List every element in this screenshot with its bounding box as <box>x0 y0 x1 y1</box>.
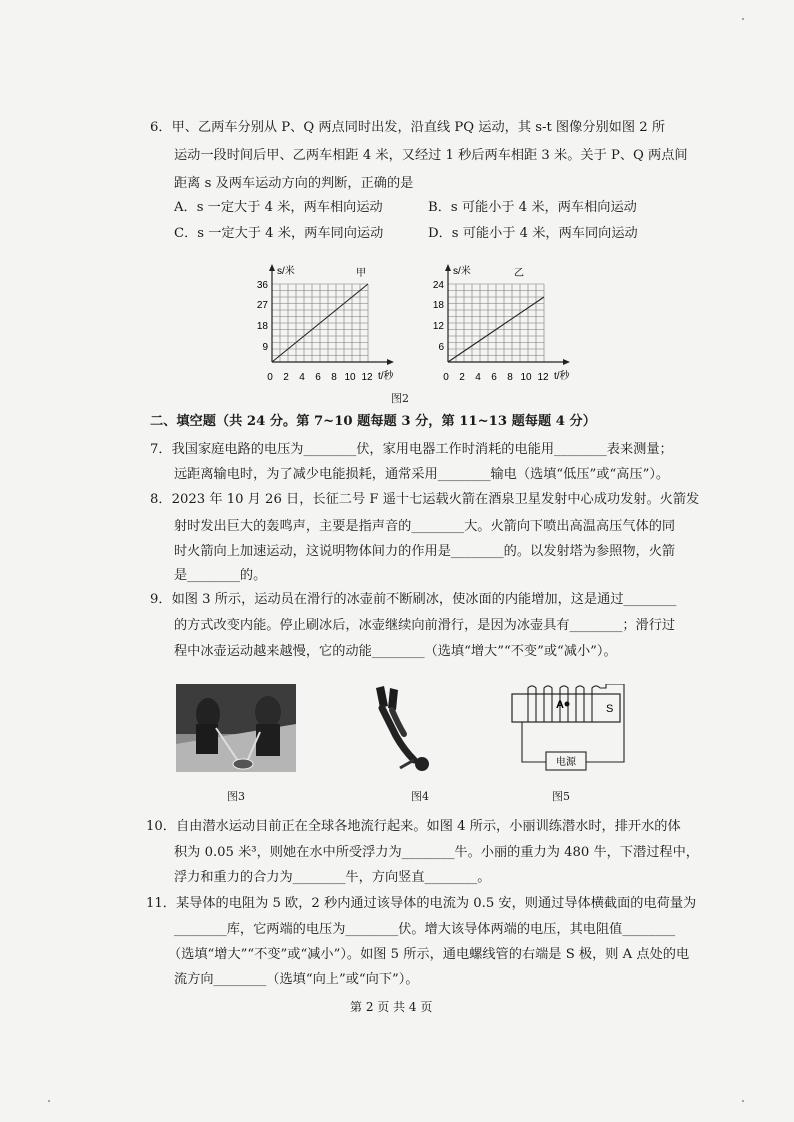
graph-yi-ytick: 18 <box>432 300 444 311</box>
scan-speck <box>742 1100 744 1102</box>
q6-option-c: C．s 一定大于 4 米，两车同向运动 <box>174 226 384 241</box>
graph-jia-xtick: 4 <box>299 372 305 383</box>
q10-line3: 浮力和重力的合力为________牛，方向竖直________。 <box>174 870 491 885</box>
q9-line2: 的方式改变内能。停止刷冰后，冰壶继续向前滑行，是因为冰壶具有________；滑行过 <box>174 618 676 633</box>
q10-line1: 10．自由潜水运动目前正在全球各地流行起来。如图 4 所示，小丽训练潜水时，排开水的体 <box>146 819 681 834</box>
figure-4-caption: 图4 <box>411 790 429 803</box>
graph-jia-y-arrow <box>269 264 275 271</box>
graph-yi-name: 乙 <box>514 268 524 279</box>
graph-yi-ytick: 24 <box>432 280 444 291</box>
graph-jia-xtick: 8 <box>331 372 337 383</box>
graph-yi-xtick: 10 <box>520 372 532 383</box>
page-footer: 第 2 页 共 4 页 <box>350 1000 433 1014</box>
figure-5-caption: 图5 <box>552 790 570 803</box>
graph-jia-ylabel: s/米 <box>277 266 295 277</box>
q7-line2: 远距离输电时，为了减少电能损耗，通常采用________输电（选填“低压”或“高压”）。 <box>174 467 670 482</box>
graph-yi-xtick: 0 <box>443 372 449 383</box>
point-a-label: A <box>556 699 564 711</box>
q11-line2: ________库，它两端的电压为________伏。增大该导体两端的电压，其电阻值________ <box>174 922 676 937</box>
q11-line3: （选填“增大”“不变”或“减小”）。如图 5 所示，通电螺线管的右端是 S 极，则 A 点处的电 <box>168 947 690 962</box>
graph-jia-xtick: 2 <box>283 372 289 383</box>
point-a-marker <box>565 702 570 707</box>
graph-jia-xtick: 6 <box>315 372 321 383</box>
graph-yi-grid <box>448 284 544 362</box>
figure-3-curling-photo <box>176 684 296 772</box>
q10-line2: 积为 0.05 米³，则她在水中所受浮力为________牛。小丽的重力为 480 牛，下潜过程中， <box>174 845 699 860</box>
q9-line3: 程中冰壶运动越来越慢，它的动能________（选填“增大”“不变”或“减小”）。 <box>174 644 617 659</box>
scan-speck <box>48 1100 50 1102</box>
figure-5-solenoid-circuit <box>500 684 630 774</box>
graph-jia-ytick: 27 <box>256 300 268 311</box>
graph-jia-ytick: 18 <box>256 321 268 332</box>
q6-option-d: D．s 可能小于 4 米，两车同向运动 <box>428 226 638 241</box>
graph-yi-xlabel: t/秒 <box>554 371 570 382</box>
q9-line1: 9．如图 3 所示，运动员在滑行的冰壶前不断刷冰，使冰面的内能增加，这是通过________ <box>150 592 677 607</box>
graph-yi-xtick: 4 <box>475 372 481 383</box>
q11-line4: 流方向________（选填“向上”或“向下”）。 <box>174 972 419 987</box>
graph-yi-ytick: 12 <box>432 321 444 332</box>
graph-yi-ytick: 6 <box>438 342 444 353</box>
figure-2-caption: 图2 <box>391 392 409 405</box>
power-source-label: 电源 <box>556 757 576 768</box>
figure-2-graphs <box>250 258 580 388</box>
graph-yi-xtick: 8 <box>507 372 513 383</box>
q8-line3: 时火箭向上加速运动，这说明物体间力的作用是________的。以发射塔为参照物，火箭 <box>174 544 676 559</box>
q6-option-a: A．s 一定大于 4 米，两车相向运动 <box>174 200 383 215</box>
section-2-heading: 二、填空题（共 24 分。第 7~10 题每题 3 分，第 11~13 题每题 4 分） <box>150 414 596 429</box>
graph-jia-x-arrow <box>387 359 394 365</box>
graph-yi <box>433 264 571 383</box>
graph-jia-xlabel: t/秒 <box>378 371 394 382</box>
graph-jia-ytick: 36 <box>256 280 268 291</box>
scan-speck <box>742 18 744 20</box>
q6-line2: 运动一段时间后甲、乙两车相距 4 米，又经过 1 秒后两车相距 3 米。关于 P、Q 两点间 <box>174 148 688 163</box>
figure-3-caption: 图3 <box>227 790 245 803</box>
figure-4-diver-drawing <box>370 684 440 774</box>
south-pole-label: S <box>606 703 614 715</box>
q8-line1: 8．2023 年 10 月 26 日，长征二号 F 遥十七运载火箭在酒泉卫星发射中心成功发射。火箭发 <box>150 492 700 507</box>
graph-jia <box>257 264 395 383</box>
q8-line4: 是________的。 <box>174 568 267 583</box>
graph-jia-xtick: 12 <box>361 372 373 383</box>
graph-jia-xtick: 10 <box>344 372 356 383</box>
graph-yi-ylabel: s/米 <box>453 266 471 277</box>
q8-line2: 射时发出巨大的轰鸣声，主要是指声音的________大。火箭向下喷出高温高压气体的同 <box>174 519 676 534</box>
q6-line3: 距离 s 及两车运动方向的判断，正确的是 <box>174 176 414 191</box>
graph-yi-xtick: 6 <box>491 372 497 383</box>
graph-yi-y-arrow <box>445 264 451 271</box>
graph-jia-ytick: 9 <box>262 342 268 353</box>
q6-option-b: B．s 可能小于 4 米，两车相向运动 <box>428 200 637 215</box>
graph-yi-xtick: 2 <box>459 372 465 383</box>
graph-jia-xtick: 0 <box>267 372 273 383</box>
q6-line1: 6．甲、乙两车分别从 P、Q 两点同时出发，沿直线 PQ 运动，其 s-t 图像分别如图 2 所 <box>150 120 666 135</box>
solenoid-coil <box>528 686 600 722</box>
graph-jia-name: 甲 <box>356 268 366 279</box>
graph-yi-xtick: 12 <box>537 372 549 383</box>
circuit-wire-left <box>522 722 546 762</box>
q7-line1: 7．我国家庭电路的电压为________伏，家用电器工作时消耗的电能用________表来测量； <box>150 442 673 457</box>
q11-line1: 11．某导体的电阻为 5 欧，2 秒内通过该导体的电流为 0.5 安，则通过导体横截面的电荷量为 <box>146 896 697 911</box>
graph-yi-x-arrow <box>563 359 570 365</box>
